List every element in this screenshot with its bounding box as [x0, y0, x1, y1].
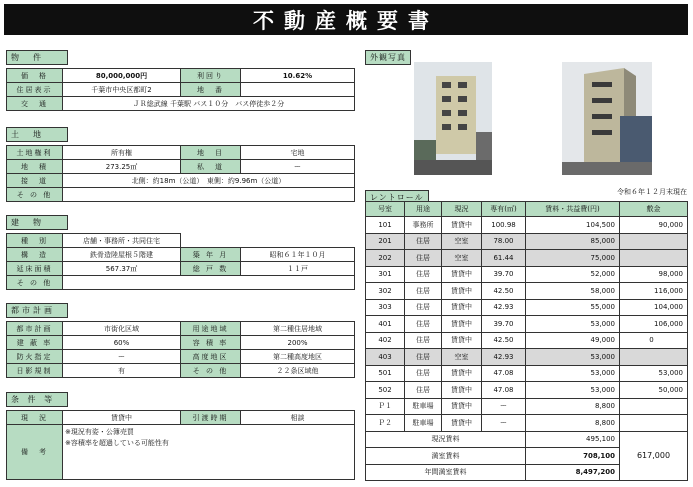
area-cell: 47.08: [482, 382, 526, 399]
building-type-value: 店舗・事務所・共同住宅: [63, 234, 181, 248]
address-label: 住居表示: [7, 83, 63, 97]
building-photo-image: [414, 62, 492, 175]
room-cell: 303: [366, 299, 405, 316]
price-label: 価 格: [7, 69, 63, 83]
building-photo-front: [414, 62, 492, 175]
rent-roll-row: [366, 382, 688, 399]
access-label: 接 道: [7, 174, 63, 188]
use-cell: 駐車場: [405, 398, 442, 415]
zone-value: 第二種住居地域: [241, 322, 355, 336]
area-cell: 39.70: [482, 266, 526, 283]
handover-label: 引渡時期: [181, 411, 241, 425]
lot-value: [241, 83, 355, 97]
room-cell: 201: [366, 233, 405, 250]
current-rent-row: [366, 431, 688, 448]
land-category-label: 地 目: [181, 146, 241, 160]
property-table: [6, 68, 355, 111]
building-section-label: 建 物: [6, 215, 68, 230]
annual-rent-total: 8,497,200: [526, 464, 620, 481]
building-other-value: [63, 276, 355, 290]
land-rights-value: 所有権: [63, 146, 181, 160]
status-cell: 空室: [442, 250, 482, 267]
rent-cell: 52,000: [526, 266, 620, 283]
use-cell: 住居: [405, 266, 442, 283]
use-cell: 住居: [405, 316, 442, 333]
land-area-label: 地 積: [7, 160, 63, 174]
header-rent: 賃料・共益費(円): [526, 202, 620, 217]
deposit-cell: [620, 398, 688, 415]
rent-roll-table: [365, 201, 688, 481]
deposit-cell: [620, 415, 688, 432]
land-rights-label: 土地権利: [7, 146, 63, 160]
rent-roll-row: [366, 332, 688, 349]
area-cell: 47.08: [482, 365, 526, 382]
handover-value: 相談: [241, 411, 355, 425]
rent-roll-row: [366, 316, 688, 333]
lot-label: 地 番: [181, 83, 241, 97]
conditions-table: [6, 410, 355, 480]
area-cell: 42.93: [482, 349, 526, 366]
deposit-cell: [620, 250, 688, 267]
yield-label: 利回り: [181, 69, 241, 83]
rent-roll-header: [366, 202, 688, 217]
address-value: 千葉市中央区都町2: [63, 83, 181, 97]
use-cell: 住居: [405, 349, 442, 366]
structure-value: 鉄骨造陸屋根５階建: [63, 248, 181, 262]
status-cell: 空室: [442, 349, 482, 366]
rent-cell: 55,000: [526, 299, 620, 316]
fire-value: ー: [63, 350, 181, 364]
rent-roll-row: [366, 217, 688, 234]
rent-roll-label: レントロール: [365, 190, 429, 205]
built-value: 昭和６１年１０月: [241, 248, 355, 262]
annual-rent-label: 年間満室賃料: [366, 464, 526, 481]
room-cell: 502: [366, 382, 405, 399]
note-line: ※容積率を超過している可能性有: [65, 439, 169, 447]
land-other-label: そ の 他: [7, 188, 63, 202]
land-other-value: [63, 188, 355, 202]
status-cell: 賃貸中: [442, 332, 482, 349]
land-table: [6, 145, 355, 202]
building-table: [6, 233, 355, 290]
header-status: 現況: [442, 202, 482, 217]
rent-roll-row: [366, 233, 688, 250]
deposit-cell: [620, 233, 688, 250]
rent-roll-date: 令和６年１２月末現在: [617, 188, 687, 196]
room-cell: 302: [366, 283, 405, 300]
built-label: 築 年 月: [181, 248, 241, 262]
room-cell: 403: [366, 349, 405, 366]
building-photo-image: [562, 62, 652, 175]
city-planning-section-label: 都市計画: [6, 303, 68, 318]
rent-cell: 53,000: [526, 382, 620, 399]
status-cell: 賃貸中: [442, 299, 482, 316]
status-cell: 賃貸中: [442, 266, 482, 283]
full-rent-total: 708,100: [526, 448, 620, 465]
access-value: 北側：約18m（公道） 東側：約9.96m（公道）: [63, 174, 355, 188]
transport-label: 交 通: [7, 97, 63, 111]
rent-roll-row: [366, 266, 688, 283]
price-value: 80,000,000円: [63, 69, 181, 83]
rent-roll-row: [366, 415, 688, 432]
land-category-value: 宅地: [241, 146, 355, 160]
plan-label: 都市計画: [7, 322, 63, 336]
note-line: ※現況有姿・公簿売買: [65, 428, 134, 436]
use-cell: 住居: [405, 299, 442, 316]
status-cell: 賃貸中: [442, 365, 482, 382]
rent-cell: 58,000: [526, 283, 620, 300]
rent-cell: 8,800: [526, 415, 620, 432]
shadow-value: 有: [63, 364, 181, 378]
shadow-label: 日影規制: [7, 364, 63, 378]
use-cell: 住居: [405, 382, 442, 399]
deposit-cell: 53,000: [620, 365, 688, 382]
deposit-cell: 116,000: [620, 283, 688, 300]
use-cell: 住居: [405, 365, 442, 382]
area-cell: 42.50: [482, 283, 526, 300]
far-value: 200%: [241, 336, 355, 350]
rent-cell: 53,000: [526, 349, 620, 366]
area-cell: 78.00: [482, 233, 526, 250]
room-cell: 101: [366, 217, 405, 234]
land-section-label: 土 地: [6, 127, 68, 142]
units-value: １１戸: [241, 262, 355, 276]
use-cell: 住居: [405, 283, 442, 300]
room-cell: 501: [366, 365, 405, 382]
full-rent-label: 満室賃料: [366, 448, 526, 465]
building-type-label: 種 別: [7, 234, 63, 248]
area-cell: 39.70: [482, 316, 526, 333]
photos-section: [365, 45, 411, 65]
area-cell: ー: [482, 415, 526, 432]
rent-cell: 53,000: [526, 365, 620, 382]
plan-value: 市街化区域: [63, 322, 181, 336]
coverage-value: 60%: [63, 336, 181, 350]
transport-value: ＪＲ総武線 千葉駅 バス１０分 バス停徒歩２分: [63, 97, 355, 111]
room-cell: 301: [366, 266, 405, 283]
conditions-section-label: 条 件 等: [6, 392, 68, 407]
coverage-label: 建 蔽 率: [7, 336, 63, 350]
use-cell: 住居: [405, 250, 442, 267]
deposit-cell: 50,000: [620, 382, 688, 399]
area-cell: 42.93: [482, 299, 526, 316]
planning-other-label: そ の 他: [181, 364, 241, 378]
property-section: [6, 45, 355, 111]
rent-roll-row: [366, 365, 688, 382]
use-cell: 住居: [405, 233, 442, 250]
property-section-label: 物 件: [6, 50, 68, 65]
city-planning-table: [6, 321, 355, 378]
room-cell: 401: [366, 316, 405, 333]
use-cell: 住居: [405, 332, 442, 349]
use-cell: 事務所: [405, 217, 442, 234]
area-cell: 61.44: [482, 250, 526, 267]
current-status-value: 賃貸中: [63, 411, 181, 425]
header-area: 専有(㎡): [482, 202, 526, 217]
notes-value: [63, 425, 355, 480]
notes-label: 備 考: [7, 425, 63, 480]
area-cell: ー: [482, 398, 526, 415]
area-cell: 42.50: [482, 332, 526, 349]
rent-cell: 8,800: [526, 398, 620, 415]
current-rent-label: 現況賃料: [366, 431, 526, 448]
zone-label: 用途地域: [181, 322, 241, 336]
status-cell: 空室: [442, 233, 482, 250]
rent-cell: 104,500: [526, 217, 620, 234]
units-label: 総 戸 数: [181, 262, 241, 276]
floor-area-label: 延床面積: [7, 262, 63, 276]
status-cell: 賃貸中: [442, 398, 482, 415]
deposit-cell: 106,000: [620, 316, 688, 333]
rent-roll-row: [366, 398, 688, 415]
status-cell: 賃貸中: [442, 217, 482, 234]
header-room: 号室: [366, 202, 405, 217]
room-cell: Ｐ２: [366, 415, 405, 432]
land-area-value: 273.25㎡: [63, 160, 181, 174]
rent-roll-row: [366, 349, 688, 366]
rent-cell: 53,000: [526, 316, 620, 333]
status-cell: 賃貸中: [442, 382, 482, 399]
fire-label: 防火指定: [7, 350, 63, 364]
building-other-label: そ の 他: [7, 276, 63, 290]
status-cell: 賃貸中: [442, 283, 482, 300]
area-cell: 100.98: [482, 217, 526, 234]
far-label: 容 積 率: [181, 336, 241, 350]
rent-cell: 49,000: [526, 332, 620, 349]
height-value: 第二種高度地区: [241, 350, 355, 364]
deposit-cell: 90,000: [620, 217, 688, 234]
deposit-cell: 104,000: [620, 299, 688, 316]
deposit-cell: [620, 349, 688, 366]
photos-section-label: 外観写真: [365, 50, 411, 65]
private-road-value: ー: [241, 160, 355, 174]
header-use: 用途: [405, 202, 442, 217]
rent-roll-table-wrap: [365, 201, 688, 481]
yield-value: 10.62%: [241, 69, 355, 83]
deposit-cell: 98,000: [620, 266, 688, 283]
current-status-label: 現 況: [7, 411, 63, 425]
rent-roll-row: [366, 283, 688, 300]
status-cell: 賃貸中: [442, 415, 482, 432]
room-cell: Ｐ１: [366, 398, 405, 415]
city-planning-section: [6, 298, 355, 378]
room-cell: 402: [366, 332, 405, 349]
page-title: 不動産概要書: [4, 4, 688, 35]
rent-roll-row: [366, 299, 688, 316]
land-section: [6, 122, 355, 202]
floor-area-value: 567.37㎡: [63, 262, 181, 276]
planning-other-value: ２２条区域他: [241, 364, 355, 378]
rent-roll-row: [366, 250, 688, 267]
status-cell: 賃貸中: [442, 316, 482, 333]
header-deposit: 敷金: [620, 202, 688, 217]
rent-cell: 85,000: [526, 233, 620, 250]
current-rent-total: 495,100: [526, 431, 620, 448]
structure-label: 構 造: [7, 248, 63, 262]
building-photo-side: [562, 62, 652, 175]
conditions-section: [6, 387, 355, 480]
private-road-label: 私 道: [181, 160, 241, 174]
deposit-total: 617,000: [620, 431, 688, 481]
height-label: 高度地区: [181, 350, 241, 364]
building-section: [6, 210, 355, 290]
room-cell: 202: [366, 250, 405, 267]
rent-cell: 75,000: [526, 250, 620, 267]
use-cell: 駐車場: [405, 415, 442, 432]
deposit-cell: 0: [620, 332, 688, 349]
